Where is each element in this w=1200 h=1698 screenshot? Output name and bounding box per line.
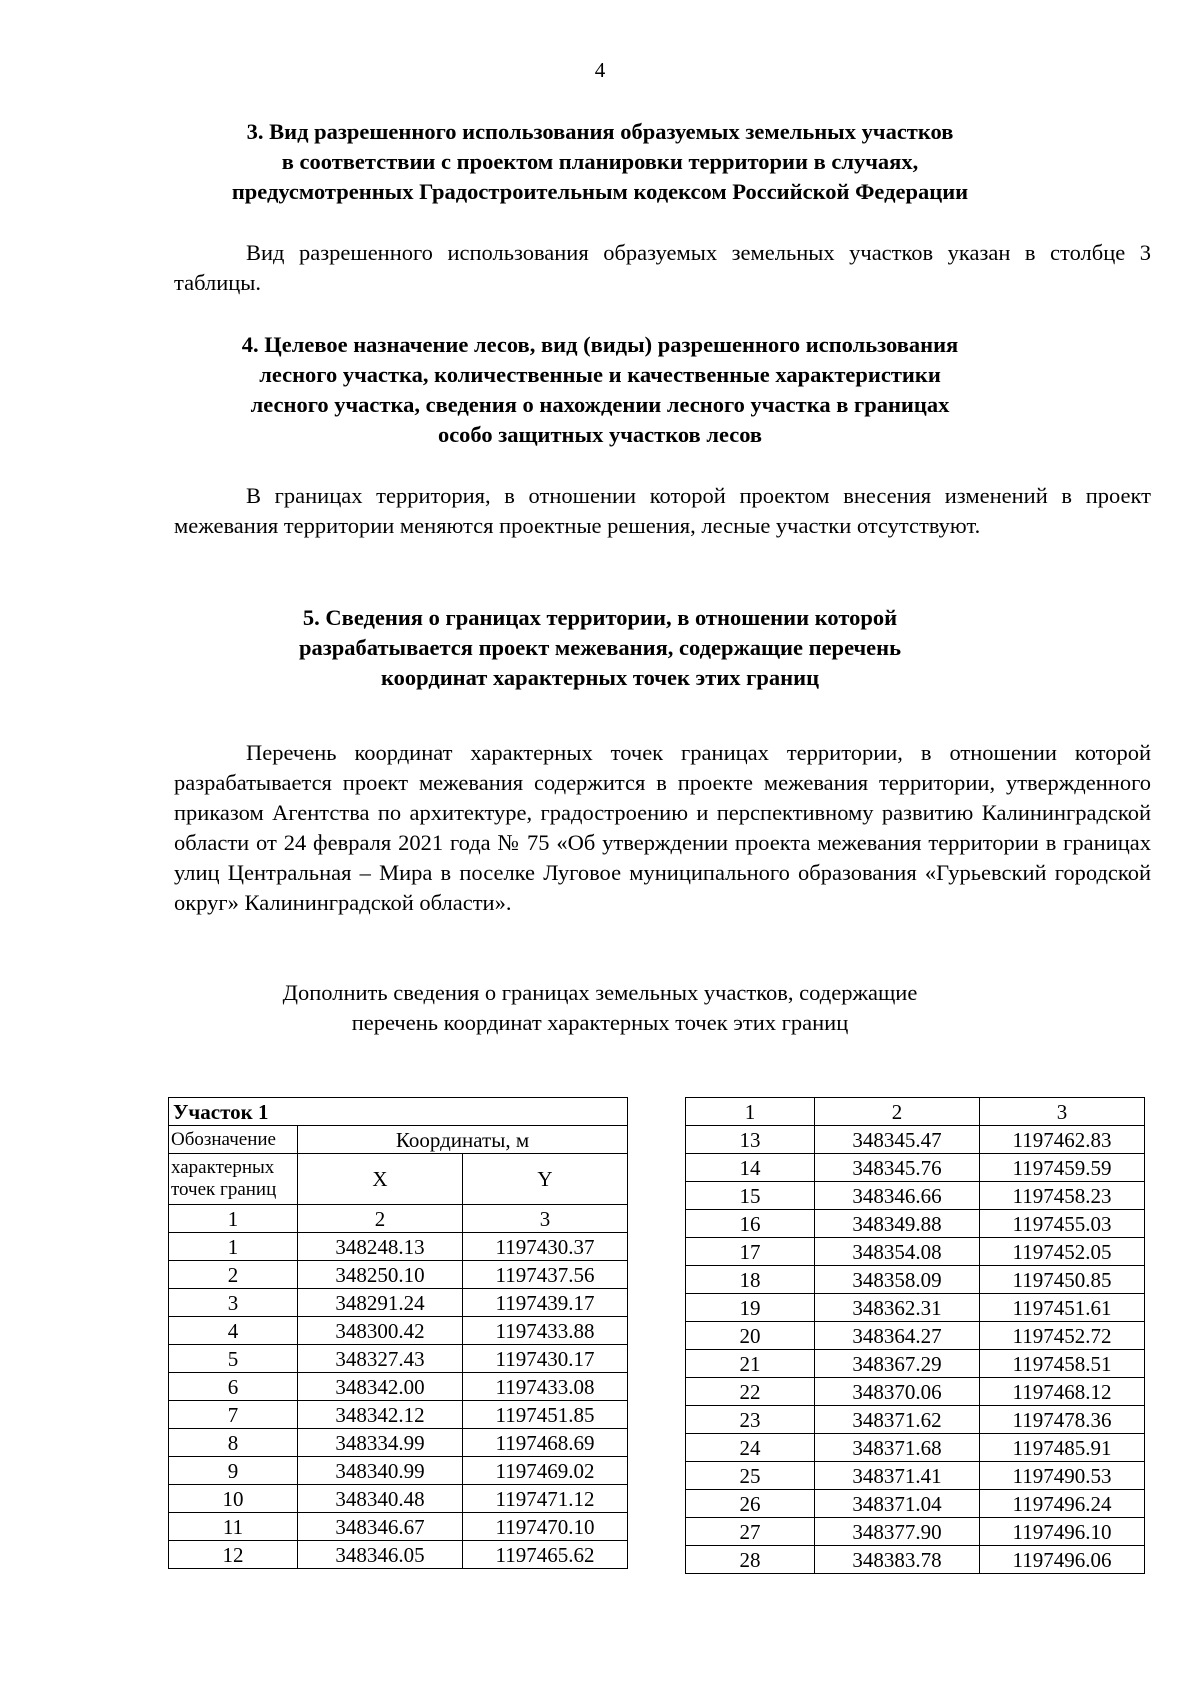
coordinates-table-left: [168, 1097, 628, 1569]
plot-title: Участок 1: [169, 1098, 628, 1126]
table-cell: 1197478.36: [980, 1406, 1145, 1434]
table-row: [686, 1322, 1145, 1350]
table-cell: 24: [686, 1434, 815, 1462]
table-cell: 1197433.88: [463, 1317, 628, 1345]
caption-line: Дополнить сведения о границах земельных участков, содержащие: [282, 980, 918, 1005]
heading-line: 3. Вид разрешенного использования образуемых земельных участков: [246, 119, 954, 144]
paragraph: В границах территория, в отношении которой проектом внесения изменений в проект межевания территории меняются проектные решения, лесные участки отсутствуют.: [174, 483, 1151, 538]
table-row: [686, 1378, 1145, 1406]
table-cell: 1197455.03: [980, 1210, 1145, 1238]
table-cell: 1197496.24: [980, 1490, 1145, 1518]
table-header-row: [169, 1154, 628, 1205]
table-cell: 26: [686, 1490, 815, 1518]
table-cell: 14: [686, 1154, 815, 1182]
table-row: [686, 1518, 1145, 1546]
table-header-row: [169, 1126, 628, 1154]
table-cell: 348346.05: [298, 1541, 463, 1569]
table-title-row: [169, 1098, 628, 1126]
col-header-label: [169, 1154, 298, 1205]
table-cell: 348327.43: [298, 1345, 463, 1373]
table-cell: 1197496.06: [980, 1546, 1145, 1574]
heading-line: в соответствии с проектом планировки территории в случаях,: [281, 149, 919, 174]
table-cell: 1197458.23: [980, 1182, 1145, 1210]
table-cell: 348248.13: [298, 1233, 463, 1261]
table-row: [169, 1345, 628, 1373]
table-cell: 1197451.85: [463, 1401, 628, 1429]
col-header-line: характерных: [171, 1157, 275, 1178]
table-cell: 17: [686, 1238, 815, 1266]
table-cell: 16: [686, 1210, 815, 1238]
table-row: [169, 1457, 628, 1485]
table-cell: 348371.04: [815, 1490, 980, 1518]
col-header-line: точек границ: [171, 1179, 277, 1200]
heading-line: особо защитных участков лесов: [437, 422, 763, 447]
caption-line: перечень координат характерных точек этих границ: [351, 1010, 849, 1035]
coords-header: Координаты, м: [298, 1126, 628, 1154]
table-num-row: [686, 1098, 1145, 1126]
table-cell: 1197452.72: [980, 1322, 1145, 1350]
table-cell: 348345.47: [815, 1126, 980, 1154]
table-cell: 11: [169, 1513, 298, 1541]
table-row: [169, 1289, 628, 1317]
table-cell: 1197430.37: [463, 1233, 628, 1261]
table-cell: 348346.67: [298, 1513, 463, 1541]
paragraph: Перечень координат характерных точек границах территории, в отношении которой разрабатывается проект межевания содержится в проекте межевания территории, утвержденного приказом Агентства по архитектуре, градостроению и перспективному развитию Калининградской области от 24 февраля 2021 года № 75 «Об утверждении проекта межевания территории в границах улиц Центральная – Мира в поселке Луговое муниципального образования «Гурьевский городской округ» Калининградской области».: [174, 740, 1151, 915]
table-cell: 348300.42: [298, 1317, 463, 1345]
table-cell: 3: [463, 1205, 628, 1233]
table-row: [686, 1182, 1145, 1210]
table-cell: 28: [686, 1546, 815, 1574]
col-header-label: Обозначение: [169, 1126, 298, 1154]
table-cell: 25: [686, 1462, 815, 1490]
table-cell: 1197462.83: [980, 1126, 1145, 1154]
table-cell: 348364.27: [815, 1322, 980, 1350]
heading-line: предусмотренных Градостроительным кодексом Российской Федерации: [231, 179, 969, 204]
table-cell: 2: [815, 1098, 980, 1126]
table-cell: 13: [686, 1126, 815, 1154]
table-cell: 1197496.10: [980, 1518, 1145, 1546]
table-cell: 1197450.85: [980, 1266, 1145, 1294]
table-cell: 1: [686, 1098, 815, 1126]
table-cell: 348354.08: [815, 1238, 980, 1266]
page-number: 4: [594, 58, 606, 82]
table-cell: 348334.99: [298, 1429, 463, 1457]
paragraph: Вид разрешенного использования образуемых земельных участков указан в столбце 3 таблицы.: [174, 240, 1151, 295]
y-header: Y: [463, 1154, 628, 1205]
table-cell: 23: [686, 1406, 815, 1434]
table-cell: 1197439.17: [463, 1289, 628, 1317]
table-cell: 348340.48: [298, 1485, 463, 1513]
coordinates-table-right: [685, 1097, 1145, 1574]
table-row: [169, 1233, 628, 1261]
table-cell: 1: [169, 1233, 298, 1261]
table-cell: 348377.90: [815, 1518, 980, 1546]
section3-text: [174, 238, 1151, 298]
table-cell: 3: [980, 1098, 1145, 1126]
table-cell: 348250.10: [298, 1261, 463, 1289]
table-row: [686, 1434, 1145, 1462]
heading-line: лесного участка, сведения о нахождении лесного участка в границах: [250, 392, 950, 417]
table-cell: 21: [686, 1350, 815, 1378]
table-row: [686, 1266, 1145, 1294]
heading-line: лесного участка, количественные и качественные характеристики: [259, 362, 941, 387]
table-cell: 10: [169, 1485, 298, 1513]
table-cell: 1: [169, 1205, 298, 1233]
section3-heading: [160, 117, 1040, 207]
table-row: [686, 1546, 1145, 1574]
table-cell: 348371.68: [815, 1434, 980, 1462]
table-cell: 22: [686, 1378, 815, 1406]
table-cell: 8: [169, 1429, 298, 1457]
table-row: [169, 1485, 628, 1513]
table-cell: 1197465.62: [463, 1541, 628, 1569]
table-row: [169, 1261, 628, 1289]
table-row: [169, 1513, 628, 1541]
table-cell: 1197469.02: [463, 1457, 628, 1485]
section4-heading: [160, 330, 1040, 450]
table-cell: 1197451.61: [980, 1294, 1145, 1322]
table-row: [686, 1294, 1145, 1322]
table-cell: 1197459.59: [980, 1154, 1145, 1182]
table-cell: 348371.62: [815, 1406, 980, 1434]
table-row: [169, 1541, 628, 1569]
table-cell: 19: [686, 1294, 815, 1322]
table-row: [686, 1126, 1145, 1154]
table-cell: 348383.78: [815, 1546, 980, 1574]
table-cell: 348342.00: [298, 1373, 463, 1401]
table-num-row: [169, 1205, 628, 1233]
table-cell: 2: [169, 1261, 298, 1289]
table-cell: 1197470.10: [463, 1513, 628, 1541]
table-row: [169, 1317, 628, 1345]
table-cell: 5: [169, 1345, 298, 1373]
table-cell: 348367.29: [815, 1350, 980, 1378]
supplement-caption: [160, 978, 1040, 1038]
table-cell: 4: [169, 1317, 298, 1345]
section5-text: [174, 738, 1151, 918]
table-cell: 6: [169, 1373, 298, 1401]
table-row: [169, 1401, 628, 1429]
heading-line: 4. Целевое назначение лесов, вид (виды) разрешенного использования: [241, 332, 959, 357]
table-cell: 1197430.17: [463, 1345, 628, 1373]
table-row: [686, 1210, 1145, 1238]
table-cell: 348291.24: [298, 1289, 463, 1317]
table-cell: 348342.12: [298, 1401, 463, 1429]
table-row: [686, 1154, 1145, 1182]
table-cell: 18: [686, 1266, 815, 1294]
table-row: [686, 1462, 1145, 1490]
table-row: [169, 1429, 628, 1457]
table-cell: 1197468.69: [463, 1429, 628, 1457]
table-cell: 1197458.51: [980, 1350, 1145, 1378]
table-cell: 348362.31: [815, 1294, 980, 1322]
table-cell: 348340.99: [298, 1457, 463, 1485]
table-cell: 1197468.12: [980, 1378, 1145, 1406]
table-cell: 348345.76: [815, 1154, 980, 1182]
table-cell: 348370.06: [815, 1378, 980, 1406]
table-cell: 3: [169, 1289, 298, 1317]
table-cell: 1197433.08: [463, 1373, 628, 1401]
table-cell: 348358.09: [815, 1266, 980, 1294]
section4-text: [174, 481, 1151, 541]
table-cell: 15: [686, 1182, 815, 1210]
table-row: [686, 1350, 1145, 1378]
table-cell: 348349.88: [815, 1210, 980, 1238]
table-cell: 1197471.12: [463, 1485, 628, 1513]
table-row: [686, 1490, 1145, 1518]
table-cell: 1197452.05: [980, 1238, 1145, 1266]
table-row: [686, 1238, 1145, 1266]
table-cell: 348346.66: [815, 1182, 980, 1210]
table-cell: 1197437.56: [463, 1261, 628, 1289]
x-header: X: [298, 1154, 463, 1205]
heading-line: 5. Сведения о границах территории, в отношении которой: [302, 605, 898, 630]
table-cell: 27: [686, 1518, 815, 1546]
table-cell: 348371.41: [815, 1462, 980, 1490]
heading-line: координат характерных точек этих границ: [380, 665, 820, 690]
table-cell: 20: [686, 1322, 815, 1350]
table-cell: 7: [169, 1401, 298, 1429]
table-cell: 9: [169, 1457, 298, 1485]
section5-heading: [160, 603, 1040, 693]
table-cell: 2: [298, 1205, 463, 1233]
table-row: [686, 1406, 1145, 1434]
heading-line: разрабатывается проект межевания, содержащие перечень: [298, 635, 902, 660]
table-cell: 1197485.91: [980, 1434, 1145, 1462]
table-cell: 12: [169, 1541, 298, 1569]
table-cell: 1197490.53: [980, 1462, 1145, 1490]
table-row: [169, 1373, 628, 1401]
